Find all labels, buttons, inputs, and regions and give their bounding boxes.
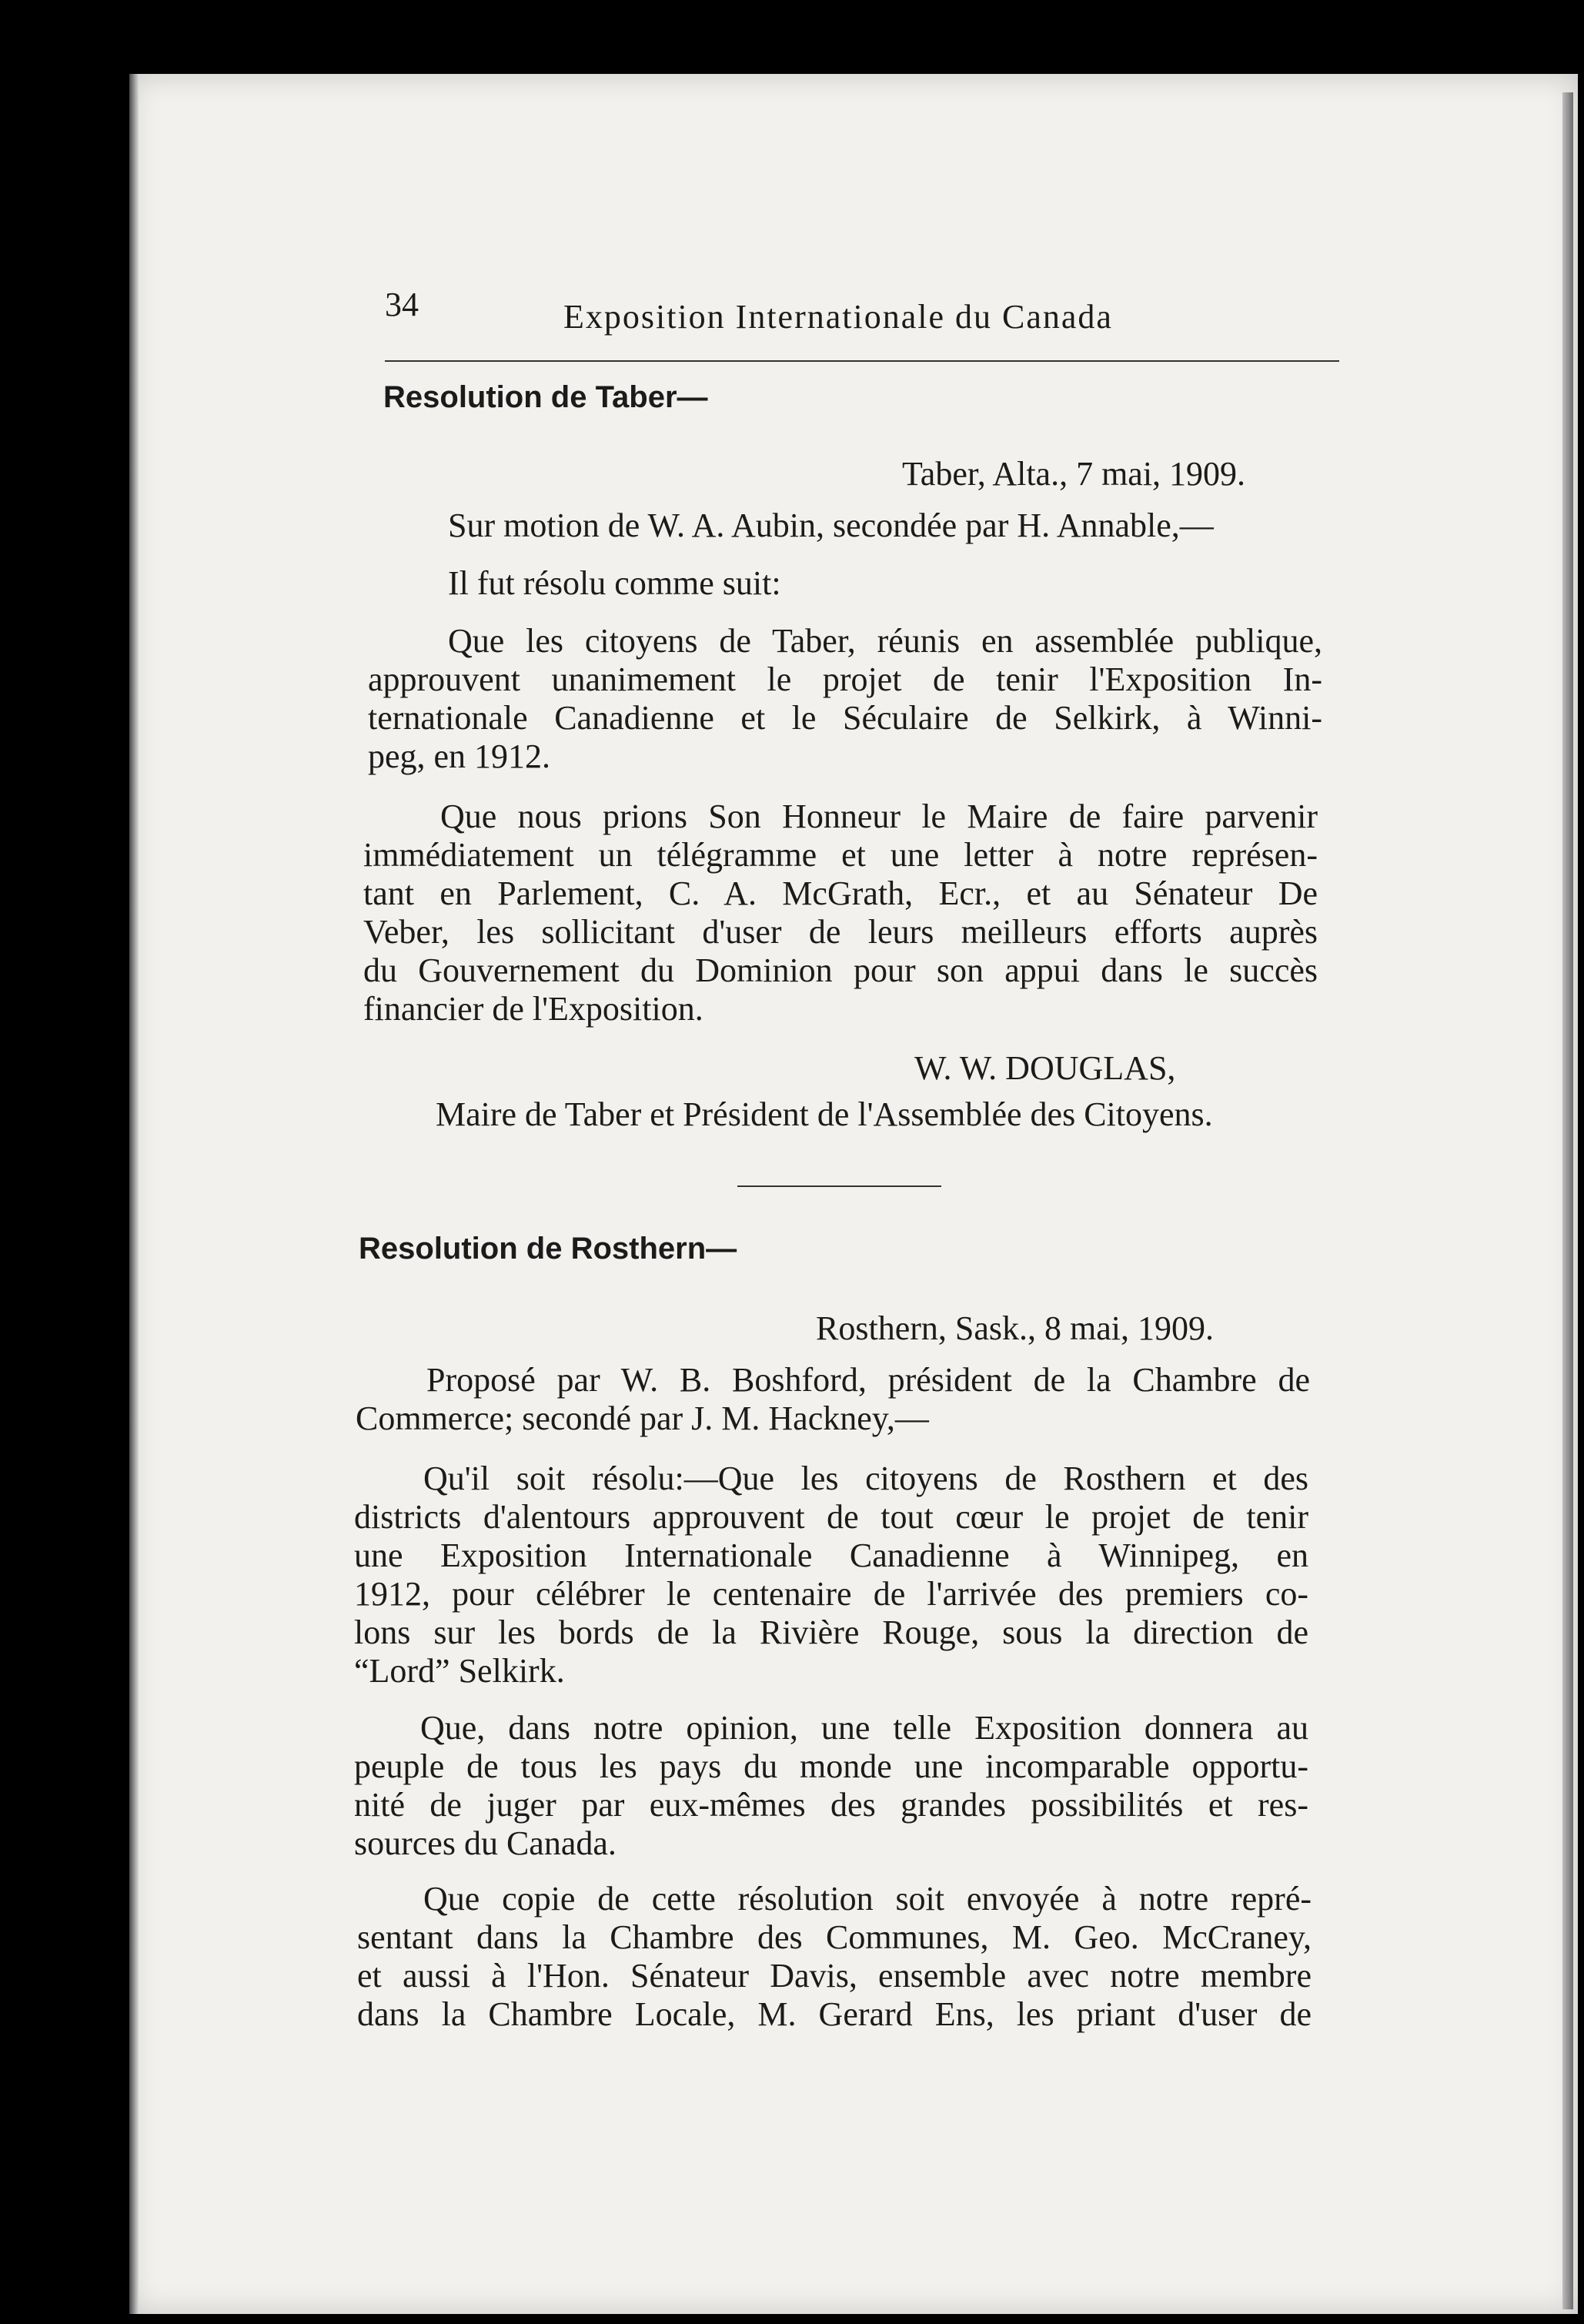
- text-line: dans la Chambre Locale, M. Gerard Ens, les priant d'user de: [357, 1995, 1312, 2033]
- rosthern-paragraph-2: [354, 1460, 1308, 1690]
- text-line: Que les citoyens de Taber, réunis en assemblée publique,: [448, 622, 1322, 660]
- text-line: peg, en 1912.: [368, 737, 551, 775]
- text-line: du Gouvernement du Dominion pour son appui dans le succès: [363, 951, 1318, 989]
- taber-paragraph-1: [368, 622, 1322, 776]
- text-line: Que copie de cette résolution soit envoyée à notre repré-: [423, 1880, 1312, 1918]
- motion-line: Sur motion de W. A. Aubin, secondée par H. Annable,—: [448, 507, 1214, 544]
- dateline-taber: Taber, Alta., 7 mai, 1909.: [902, 455, 1246, 493]
- taber-paragraph-2: [363, 798, 1318, 1028]
- text-line: lons sur les bords de la Rivière Rouge, sous la direction de: [354, 1613, 1308, 1651]
- rosthern-paragraph-3: [354, 1709, 1308, 1863]
- text-line: Que nous prions Son Honneur le Maire de faire parvenir: [440, 798, 1318, 835]
- text-line: immédiatement un télégramme et une letter à notre représen-: [363, 836, 1318, 874]
- resolved-line: Il fut résolu comme suit:: [448, 564, 781, 602]
- text-line: districts d'alentours approuvent de tout cœur le projet de tenir: [354, 1498, 1308, 1536]
- signature-title: Maire de Taber et Président de l'Assemblée des Citoyens.: [436, 1095, 1213, 1133]
- dateline-rosthern: Rosthern, Sask., 8 mai, 1909.: [816, 1309, 1214, 1347]
- text-line: 1912, pour célébrer le centenaire de l'arrivée des premiers co-: [354, 1575, 1308, 1613]
- section-heading-rosthern: Resolution de Rosthern—: [359, 1232, 737, 1266]
- text-line: Que, dans notre opinion, une telle Exposition donnera au: [420, 1709, 1308, 1747]
- text-line: approuvent unanimement le projet de tenir l'Exposition In-: [368, 660, 1322, 698]
- page-right-edge: [1562, 92, 1573, 2309]
- text-line: une Exposition Internationale Canadienne à Winnipeg, en: [354, 1537, 1308, 1574]
- text-line: Proposé par W. B. Boshford, président de la Chambre de: [426, 1361, 1310, 1399]
- text-line: et aussi à l'Hon. Sénateur Davis, ensemble avec notre membre: [357, 1957, 1312, 1995]
- page-number: 34: [385, 286, 419, 323]
- text-line: nité de juger par eux-mêmes des grandes possibilités et res-: [354, 1786, 1308, 1824]
- signature-name: W. W. DOUGLAS,: [914, 1049, 1176, 1087]
- section-divider: [737, 1185, 941, 1187]
- rosthern-paragraph-4: [357, 1880, 1312, 2034]
- text-line: sources du Canada.: [354, 1824, 617, 1862]
- text-line: tant en Parlement, C. A. McGrath, Ecr., et au Sénateur De: [363, 874, 1318, 912]
- page-left-edge: [129, 74, 139, 2314]
- text-line: financier de l'Exposition.: [363, 990, 703, 1028]
- text-line: Veber, les sollicitant d'user de leurs meilleurs efforts auprès: [363, 913, 1318, 951]
- header-rule: [385, 360, 1339, 362]
- text-line: ternationale Canadienne et le Séculaire de Selkirk, à Winni-: [368, 699, 1322, 737]
- rosthern-paragraph-1: [356, 1361, 1310, 1438]
- text-line: Commerce; secondé par J. M. Hackney,—: [356, 1399, 929, 1437]
- text-line: peuple de tous les pays du monde une incomparable opportu-: [354, 1747, 1308, 1785]
- text-line: “Lord” Selkirk.: [354, 1652, 565, 1690]
- running-header-title: Exposition Internationale du Canada: [563, 298, 1113, 336]
- section-heading-taber: Resolution de Taber—: [383, 380, 708, 414]
- text-line: Qu'il soit résolu:—Que les citoyens de Rosthern et des: [423, 1460, 1308, 1497]
- text-line: sentant dans la Chambre des Communes, M. Geo. McCraney,: [357, 1918, 1312, 1956]
